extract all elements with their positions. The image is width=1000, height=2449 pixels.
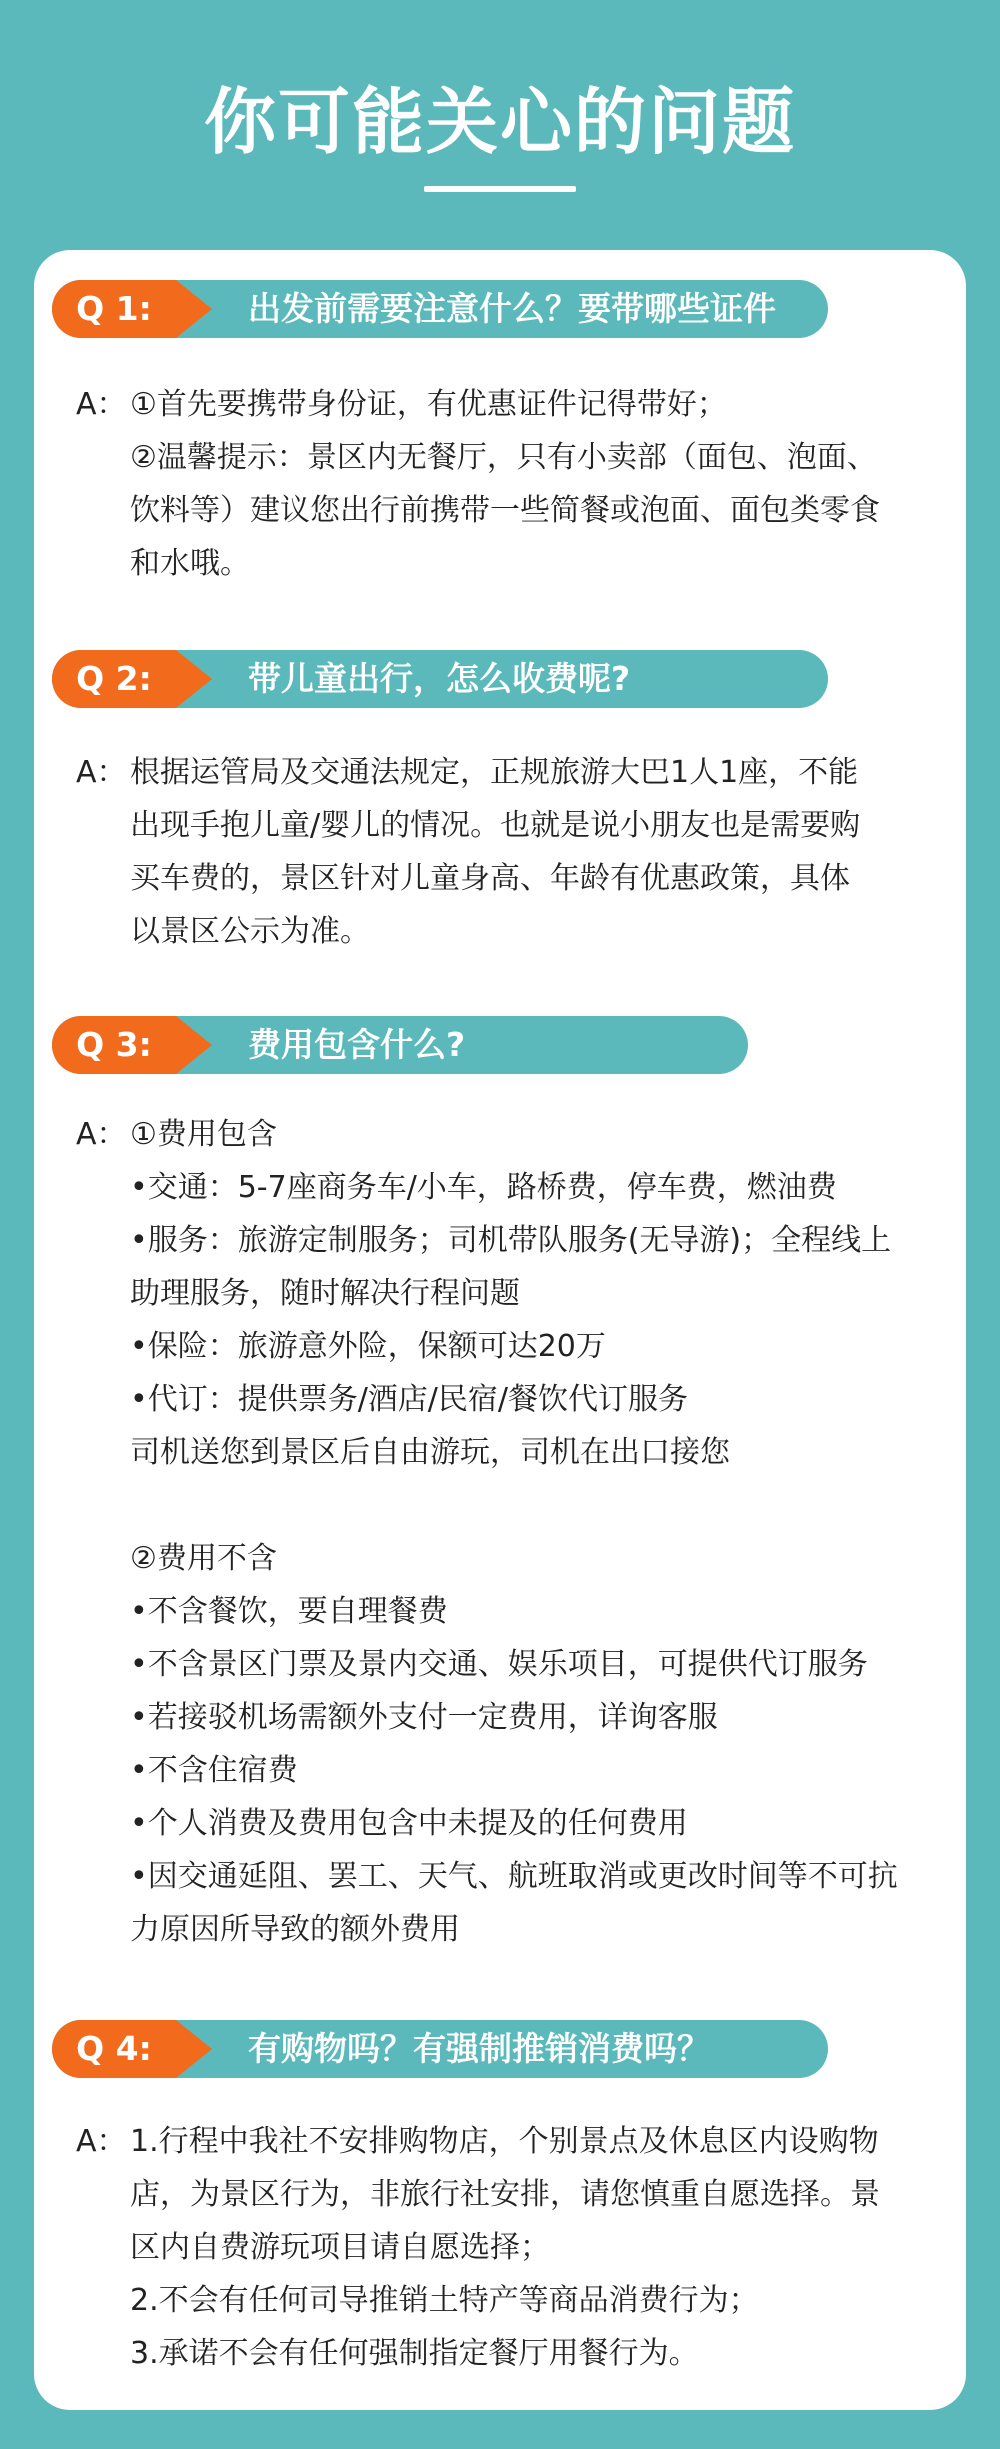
answer-spacer — [130, 1479, 960, 1532]
answer-line: 助理服务，随时解决行程问题 — [130, 1276, 520, 1311]
question-text: 带儿童出行，怎么收费呢? — [248, 659, 631, 698]
answer-line: 力原因所导致的额外费用 — [130, 1912, 460, 1947]
faq-question-2 — [52, 650, 828, 708]
answer-line: 以景区公示为准。 — [130, 914, 370, 949]
answer-line: ②费用不含 — [130, 1541, 277, 1576]
question-text: 出发前需要注意什么？要带哪些证件 — [248, 289, 776, 328]
answer-line: 根据运管局及交通法规定，正规旅游大巴1人1座，不能 — [130, 755, 859, 790]
answer-line: •个人消费及费用包含中未提及的任何费用 — [130, 1806, 688, 1841]
answer-line: 司机送您到景区后自由游玩，司机在出口接您 — [130, 1435, 730, 1470]
answer-line: •不含景区门票及景内交通、娱乐项目，可提供代订服务 — [130, 1647, 868, 1682]
answer-line: •保险：旅游意外险，保额可达20万 — [130, 1329, 606, 1364]
question-number-badge: Q 3: — [52, 1016, 176, 1074]
answer-label: A： — [76, 2124, 127, 2159]
answer-line: ②温馨提示：景区内无餐厅，只有小卖部（面包、泡面、 — [130, 440, 877, 475]
answer-line: •交通：5-7座商务车/小车，路桥费，停车费，燃油费 — [130, 1170, 837, 1205]
faq-question-4 — [52, 2020, 828, 2078]
answer-line: •因交通延阻、罢工、天气、航班取消或更改时间等不可抗 — [130, 1859, 898, 1894]
answer-line: 饮料等）建议您出行前携带一些简餐或泡面、面包类零食 — [130, 493, 880, 528]
answer-line: ①费用包含 — [130, 1117, 277, 1152]
answer-line: •不含住宿费 — [130, 1753, 298, 1788]
answer-label: A： — [76, 387, 127, 422]
question-text: 费用包含什么? — [248, 1025, 466, 1064]
answer-line: •不含餐饮，要自理餐费 — [130, 1594, 448, 1629]
answer-line: 出现手抱儿童/婴儿的情况。也就是说小朋友也是需要购 — [130, 808, 861, 843]
answer-label: A： — [76, 755, 127, 790]
faq-answer-4 — [76, 2115, 960, 2380]
faq-answer-1 — [76, 378, 960, 590]
answer-line: 店，为景区行为，非旅行社安排，请您慎重自愿选择。景 — [130, 2177, 880, 2212]
faq-question-3 — [52, 1016, 748, 1074]
answer-line: •代订：提供票务/酒店/民宿/餐饮代订服务 — [130, 1382, 689, 1417]
answer-line: 1.行程中我社不安排购物店，个别景点及休息区内设购物 — [130, 2124, 879, 2159]
answer-line: •服务：旅游定制服务；司机带队服务(无导游)；全程线上 — [130, 1223, 892, 1258]
title-underline — [424, 186, 576, 192]
answer-line: 区内自费游玩项目请自愿选择； — [130, 2230, 550, 2265]
answer-line: 2.不会有任何司导推销土特产等商品消费行为； — [130, 2283, 759, 2318]
answer-label: A： — [76, 1117, 127, 1152]
question-number-badge: Q 2: — [52, 650, 176, 708]
answer-line: 买车费的，景区针对儿童身高、年龄有优惠政策，具体 — [130, 861, 850, 896]
page-title: 你可能关心的问题 — [203, 80, 796, 164]
answer-line: 和水哦。 — [130, 546, 250, 581]
question-number-badge: Q 1: — [52, 280, 176, 338]
question-text: 有购物吗？有强制推销消费吗？ — [248, 2029, 710, 2068]
faq-question-1 — [52, 280, 828, 338]
answer-line: ①首先要携带身份证，有优惠证件记得带好； — [130, 387, 727, 422]
answer-line: 3.承诺不会有任何强制指定餐厅用餐行为。 — [130, 2336, 699, 2371]
answer-line: •若接驳机场需额外支付一定费用，详询客服 — [130, 1700, 718, 1735]
question-number-badge: Q 4: — [52, 2020, 176, 2078]
faq-answer-2 — [76, 746, 960, 958]
faq-answer-3 — [76, 1108, 960, 1956]
